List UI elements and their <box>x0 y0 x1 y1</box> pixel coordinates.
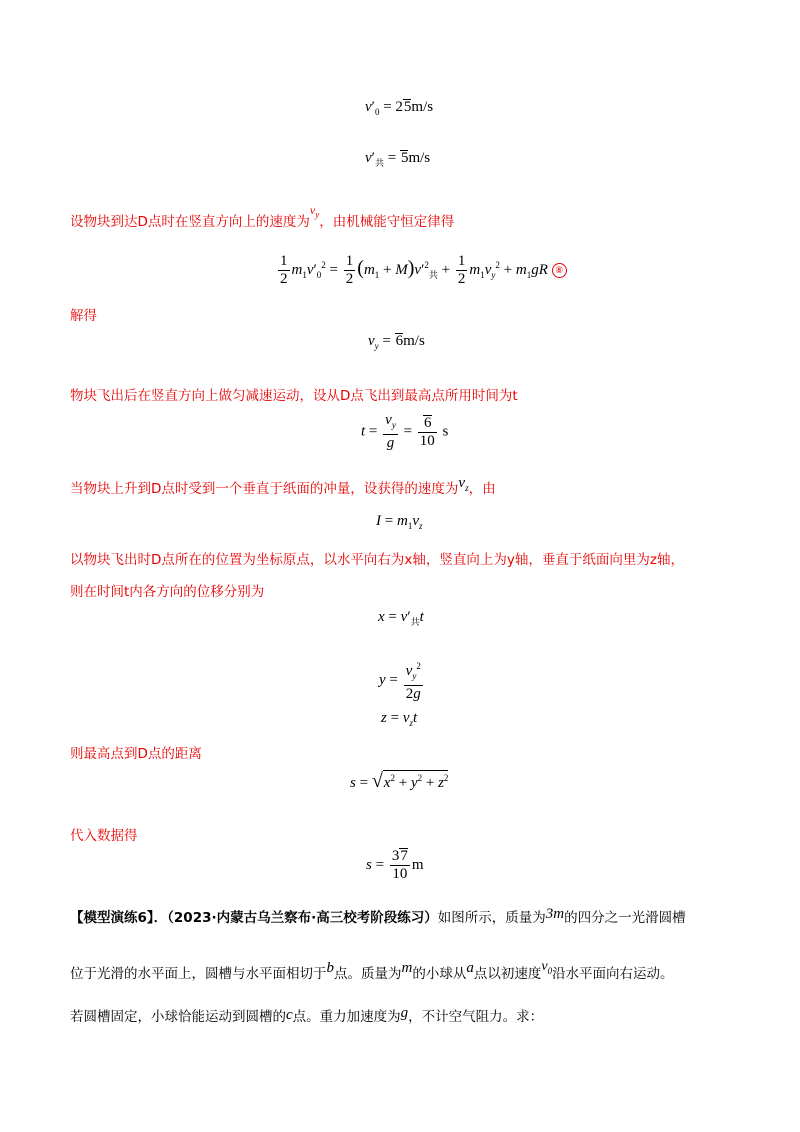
text-line-substitute: 代入数据得 <box>70 828 138 844</box>
equation-distance-result: s = $\frac{37}{10}$ m <box>366 848 424 882</box>
equation-marker: ⑧ <box>552 263 567 278</box>
problem-line-3: 若圆槽固定，小球恰能运动到圆槽的c点。重力加速度为g，不计空气阻力。求： <box>70 1005 544 1025</box>
text-line-displacements: 则在时间t内各方向的位移分别为 <box>70 584 265 600</box>
problem-line-1: 【模型演练6】．（2023·内蒙古乌兰察布·高三校考阶段练习）如图所示，质量为3m的四分之一光滑圆槽 <box>70 906 686 926</box>
text-line-vy-intro: 设物块到达D点时在竖直方向上的速度为$v_y$，由机械能守恒定律得 <box>70 203 455 230</box>
problem-line-2: 位于光滑的水平面上，圆槽与水平面相切于b点。质量为m的小球从a点以初速度$v_0$沿水平面向右运动。 <box>70 959 674 982</box>
equation-impulse: $I = m_1v_z$ <box>376 513 423 531</box>
equation-time: t = $\frac{v_y}{g}$ = $\frac{6}{10}$ s <box>361 412 449 451</box>
text-line-axes: 以物块飞出时D点所在的位置为坐标原点，以水平向右为x轴，竖直向上为y轴，垂直于纸面向里为z轴， <box>70 552 684 568</box>
problem-source: ．（2023·内蒙古乌兰察布·高三校考阶段练习） <box>153 910 438 926</box>
problem-tag: 【模型演练6】 <box>70 910 154 926</box>
equation-distance: $s = √x^2 + y^2 + z^2$ <box>350 770 449 792</box>
text-solve: 解得 <box>70 308 97 324</box>
equation-v0-prime: $v'_0 = 25m/s$ <box>365 99 434 117</box>
equation-vy: $v_y = 6m/s$ <box>368 333 425 351</box>
text-line-time: 物块飞出后在竖直方向上做匀减速运动，设从D点飞出到最高点所用时间为t <box>70 388 518 404</box>
equation-energy-conservation: $\frac{1}{2}$ $m_1v'_0^2$ = $\frac{1}{2}$ $(m_1 + M)v'^2_共$ + $\frac{1}{2}$ $m_1v_y^2 + m_1gR$ ⑧ <box>276 253 567 288</box>
text-line-distance: 则最高点到D点的距离 <box>70 746 202 762</box>
equation-v-common: $v'_共 = 5m/s$ <box>365 150 431 168</box>
equation-z: $z = v_zt$ <box>381 710 418 728</box>
equation-x: $x = v'_共t$ <box>378 609 424 627</box>
equation-y: y = $\frac{v_y^2}{2g}$ <box>379 658 425 703</box>
text-line-impulse: 当物块上升到D点时受到一个垂直于纸面的冲量，设获得的速度为$v_z$，由 <box>70 475 496 497</box>
